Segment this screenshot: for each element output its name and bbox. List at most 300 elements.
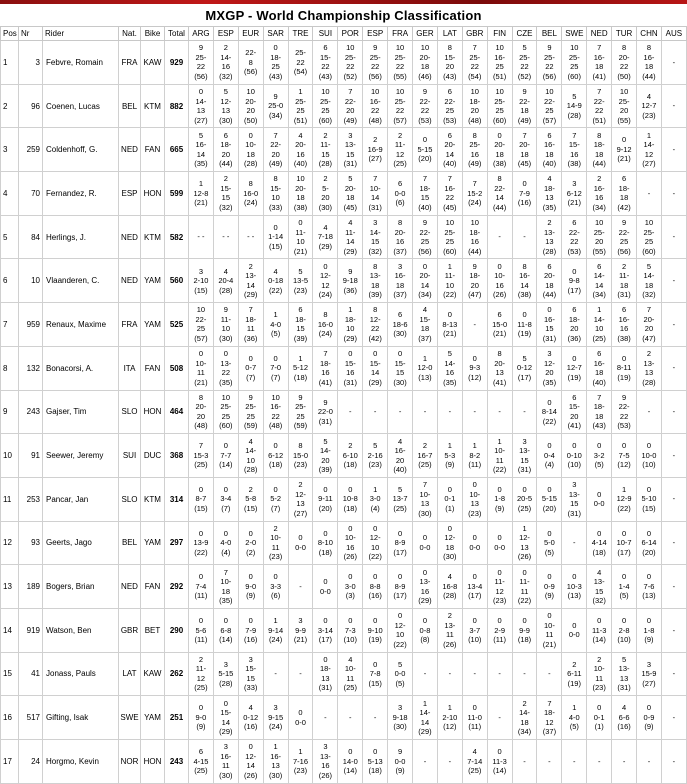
gp-result-text: 0 8-14 (22)	[541, 397, 557, 426]
gp-result-cell	[363, 215, 388, 259]
gp-result-cell	[537, 172, 562, 216]
gp-result-text: 6 16- 18 (40)	[542, 130, 557, 169]
gp-result-cell	[537, 608, 562, 652]
gp-result-text: 10 25- 20 (55)	[592, 218, 606, 256]
gp-result-text: -	[473, 669, 476, 679]
table-row	[1, 172, 687, 216]
gp-result-text: -	[349, 407, 352, 417]
gp-result-cell	[338, 84, 363, 128]
gp-result-text: 3 14- 15 (32)	[368, 218, 382, 256]
gp-result-cell	[512, 215, 537, 259]
bike-cell: YAM	[141, 521, 165, 565]
gp-result-cell	[537, 477, 562, 521]
gp-result-cell	[189, 215, 214, 259]
gp-result-cell	[537, 346, 562, 390]
rider-name: Febvre, Romain	[43, 41, 119, 85]
gp-result-text: 7 16- 18 (41)	[592, 43, 606, 81]
col-gp: NED	[587, 27, 612, 41]
gp-result-text: 22- 8 (56)	[244, 48, 258, 77]
nation-cell: BEL	[119, 84, 141, 128]
gp-result-text: 1 5-3 (9)	[444, 441, 456, 470]
gp-result-text: 4 7-18 (29)	[317, 222, 333, 251]
pos-cell: 2	[1, 84, 19, 128]
gp-result-text: 0 8-9 (17)	[393, 572, 407, 601]
gp-result-cell	[288, 477, 313, 521]
gp-result-cell	[388, 608, 413, 652]
number-cell: 189	[19, 565, 43, 609]
gp-result-cell	[512, 41, 537, 85]
gp-result-cell	[363, 41, 388, 85]
gp-result-cell	[612, 565, 637, 609]
gp-result-text: 6 22- 25 (53)	[443, 87, 457, 125]
gp-result-text: 8 20- 13 (41)	[492, 349, 507, 387]
gp-result-text: 7 22- 22 (51)	[592, 87, 606, 125]
nation-cell: FRA	[119, 303, 141, 347]
gp-result-cell	[562, 565, 587, 609]
gp-result-cell	[338, 346, 363, 390]
gp-result-text: 1 8-2 (11)	[468, 441, 482, 470]
gp-result-text: 0 11- 10 (21)	[293, 218, 308, 256]
gp-result-text: 0 18- 13 (31)	[318, 654, 333, 693]
gp-result-text: 0 9-10 (19)	[367, 616, 383, 645]
gp-result-cell	[213, 128, 238, 172]
gp-result-cell	[612, 521, 637, 565]
gp-result-cell	[661, 215, 686, 259]
gp-result-cell	[313, 477, 338, 521]
gp-result-cell	[487, 521, 512, 565]
number-cell: 259	[19, 128, 43, 172]
gp-result-cell	[537, 303, 562, 347]
gp-result-cell	[238, 41, 263, 85]
gp-result-text: 0 5-13 (18)	[367, 747, 383, 776]
gp-result-text: 5 13- 13 (31)	[617, 654, 631, 693]
gp-result-text: 7 10- 14 (31)	[368, 174, 382, 212]
gp-result-cell	[313, 128, 338, 172]
bike-cell: KTM	[141, 215, 165, 259]
gp-result-cell	[263, 346, 288, 390]
pos-cell: 4	[1, 172, 19, 216]
nation-cell: NOR	[119, 740, 141, 784]
gp-result-cell	[388, 84, 413, 128]
gp-result-cell	[587, 434, 612, 478]
gp-result-cell	[537, 565, 562, 609]
gp-result-cell	[612, 259, 637, 303]
table-row	[1, 652, 687, 696]
gp-result-cell	[487, 477, 512, 521]
gp-result-text: 6 16- 16 (38)	[617, 305, 631, 343]
number-cell: 517	[19, 696, 43, 740]
gp-result-cell	[462, 215, 487, 259]
gp-result-cell	[288, 41, 313, 85]
gp-result-cell	[462, 608, 487, 652]
gp-result-cell	[363, 521, 388, 565]
number-cell: 919	[19, 608, 43, 652]
gp-result-cell	[388, 172, 413, 216]
gp-result-text: 0 5-10 (15)	[641, 484, 657, 513]
gp-result-text: 7 18- 12 (37)	[542, 698, 557, 737]
gp-result-text: 0 0-0	[419, 533, 431, 552]
total-points: 243	[165, 740, 189, 784]
gp-result-cell	[612, 652, 637, 696]
gp-result-cell	[512, 259, 537, 303]
gp-result-cell	[238, 390, 263, 434]
gp-result-text: 10 25- 25 (60)	[492, 87, 507, 125]
gp-result-text: 0 6-12 (18)	[268, 441, 284, 470]
gp-result-cell	[661, 740, 686, 784]
rider-name: Gajser, Tim	[43, 390, 119, 434]
gp-result-text: 7 20- 18 (45)	[517, 130, 532, 169]
gp-result-cell	[637, 390, 662, 434]
gp-result-cell	[462, 521, 487, 565]
gp-result-text: 2 10- 11 (23)	[592, 654, 606, 693]
gp-result-text: 2 16-9 (27)	[367, 135, 383, 164]
gp-result-cell	[437, 521, 462, 565]
gp-result-text: 9 25- 22 (56)	[194, 43, 208, 81]
gp-result-text: 1 18- 10 (29)	[343, 305, 357, 343]
gp-result-cell	[612, 346, 637, 390]
gp-result-text: -	[498, 712, 501, 722]
gp-result-text: -	[647, 188, 651, 198]
gp-result-cell	[661, 477, 686, 521]
gp-result-text: 7 10- 13 (30)	[418, 480, 432, 518]
gp-result-cell	[363, 434, 388, 478]
gp-result-text: 8 16-0 (24)	[243, 179, 259, 208]
gp-result-text: 0 3-2 (5)	[593, 441, 605, 470]
gp-result-text: 0 2-9 (11)	[493, 616, 507, 645]
col-gp: TUR	[612, 27, 637, 41]
pos-cell: 6	[1, 259, 19, 303]
gp-result-text: 1 12-0 (13)	[417, 353, 433, 382]
gp-result-cell	[413, 565, 438, 609]
nation-cell: GBR	[119, 608, 141, 652]
gp-result-text: 1 7-16 (23)	[293, 747, 309, 776]
gp-result-text: 1 4-0 (5)	[270, 310, 282, 339]
gp-result-cell	[487, 215, 512, 259]
gp-result-text: 1 10- 11 (22)	[492, 436, 507, 475]
total-points: 290	[165, 608, 189, 652]
table-row	[1, 521, 687, 565]
gp-result-cell	[338, 215, 363, 259]
gp-result-cell	[263, 84, 288, 128]
col-gp: ESP	[213, 27, 238, 41]
bike-cell: KTM	[141, 477, 165, 521]
gp-result-cell	[189, 608, 214, 652]
gp-result-text: 0 3-0 (3)	[344, 572, 356, 601]
gp-result-text: 7 18- 15 (40)	[418, 174, 432, 212]
gp-result-cell	[413, 434, 438, 478]
gp-result-text: -	[398, 407, 402, 417]
gp-result-cell	[537, 434, 562, 478]
gp-result-text: 0 1-8 (9)	[494, 484, 506, 513]
col-nr: Nr	[19, 27, 43, 41]
gp-result-cell	[661, 608, 686, 652]
gp-result-cell	[512, 434, 537, 478]
gp-result-text: 0 0-9 (9)	[643, 703, 655, 732]
gp-result-text: 8 15- 20 (43)	[443, 43, 457, 81]
gp-result-text: 6 18- 18 (42)	[617, 174, 631, 212]
gp-result-text: 2 6-10 (18)	[342, 441, 358, 470]
gp-result-text: 5 0-0 (5)	[394, 659, 406, 688]
gp-result-cell	[462, 652, 487, 696]
table-row	[1, 696, 687, 740]
gp-result-text: 0 6-14 (20)	[641, 528, 657, 557]
rider-name: Renaux, Maxime	[43, 303, 119, 347]
col-gp: SAR	[263, 27, 288, 41]
page-title: MXGP - World Championship Classification	[205, 8, 482, 23]
gp-result-cell	[313, 608, 338, 652]
gp-result-text: -	[523, 407, 526, 417]
gp-result-text: 4 18- 13 (35)	[542, 174, 557, 212]
gp-result-text: -	[299, 581, 302, 591]
gp-result-cell	[238, 565, 263, 609]
gp-result-cell	[413, 215, 438, 259]
gp-result-cell	[263, 740, 288, 784]
gp-result-cell	[338, 521, 363, 565]
gp-result-cell	[462, 346, 487, 390]
gp-result-cell	[462, 41, 487, 85]
gp-result-text: -	[498, 232, 501, 242]
gp-result-text: 0 0-0	[469, 533, 481, 552]
gp-result-cell	[537, 652, 562, 696]
gp-result-cell	[189, 477, 214, 521]
nation-cell: NED	[119, 215, 141, 259]
gp-result-cell	[213, 565, 238, 609]
gp-result-cell	[612, 84, 637, 128]
gp-result-cell	[562, 608, 587, 652]
gp-result-cell	[189, 521, 214, 565]
gp-result-cell	[288, 259, 313, 303]
bike-cell: DUC	[141, 434, 165, 478]
gp-result-text: 0 9-12 (21)	[616, 135, 632, 164]
gp-result-text: 2 14- 18 (34)	[517, 698, 532, 737]
gp-result-text: 9 22-0 (31)	[317, 397, 333, 426]
gp-result-text: 0 8-9 (17)	[393, 528, 407, 557]
gp-result-text: 3 16- 11 (30)	[219, 742, 233, 780]
gp-result-text: -	[448, 669, 452, 679]
rider-name: Pancar, Jan	[43, 477, 119, 521]
bike-cell: FAN	[141, 346, 165, 390]
gp-result-cell	[587, 608, 612, 652]
pos-cell: 9	[1, 390, 19, 434]
gp-result-cell	[413, 477, 438, 521]
gp-result-text: 0 12- 14 (26)	[244, 742, 258, 780]
gp-result-text: 0 9-0 (9)	[195, 703, 207, 732]
gp-result-cell	[313, 41, 338, 85]
gp-result-cell	[661, 696, 686, 740]
gp-result-text: 0 15- 16 (31)	[343, 349, 357, 387]
pos-cell: 11	[1, 477, 19, 521]
gp-result-text: 0 7-9 (16)	[517, 179, 532, 208]
gp-result-text: 0 9-0 (9)	[245, 572, 257, 601]
gp-result-cell	[189, 740, 214, 784]
gp-result-text: 2 11- 18 (31)	[617, 261, 631, 300]
gp-result-text: 8 25- 16 (49)	[468, 130, 482, 169]
gp-result-text: 0 11- 12 (23)	[492, 567, 507, 606]
gp-result-cell	[462, 172, 487, 216]
gp-result-cell	[562, 84, 587, 128]
gp-result-cell	[213, 303, 238, 347]
rider-name: Bogers, Brian	[43, 565, 119, 609]
gp-result-text: 0 9-3 (12)	[468, 353, 482, 382]
gp-result-cell	[263, 696, 288, 740]
gp-result-text: 8 15-0 (23)	[293, 441, 309, 470]
gp-result-text: 1 14- 12 (27)	[642, 130, 656, 169]
gp-result-cell	[487, 303, 512, 347]
gp-result-cell	[213, 215, 238, 259]
bike-cell: KTM	[141, 84, 165, 128]
gp-result-text: 0 13-4 (17)	[467, 572, 483, 601]
gp-result-cell	[537, 259, 562, 303]
gp-result-cell	[661, 346, 686, 390]
total-points: 665	[165, 128, 189, 172]
gp-result-text: 10 16- 22 (48)	[268, 392, 283, 431]
gp-result-cell	[263, 565, 288, 609]
gp-result-text: 2 13- 13 (28)	[642, 349, 656, 387]
gp-result-cell	[413, 346, 438, 390]
gp-result-text: 6 18- 20 (36)	[567, 305, 581, 343]
gp-result-cell	[363, 84, 388, 128]
bike-cell: YAM	[141, 259, 165, 303]
col-gp: ARG	[189, 27, 214, 41]
gp-result-text: 0 6-8 (14)	[219, 616, 233, 645]
gp-result-cell	[612, 390, 637, 434]
gp-result-text: 0 5-15 (20)	[541, 484, 557, 513]
gp-result-text: 0 5-15 (20)	[417, 135, 433, 164]
gp-result-cell	[512, 346, 537, 390]
gp-result-cell	[637, 346, 662, 390]
gp-result-text: 0 12- 18 (30)	[443, 523, 457, 562]
rider-name: Coenen, Lucas	[43, 84, 119, 128]
gp-result-cell	[338, 259, 363, 303]
pos-cell: 5	[1, 215, 19, 259]
gp-result-text: 2 13- 13 (28)	[542, 218, 557, 256]
gp-result-text: 10 25- 25 (60)	[318, 87, 333, 125]
gp-result-text: 3 5-15 (28)	[218, 659, 234, 688]
rider-name: Gifting, Isak	[43, 696, 119, 740]
gp-result-cell	[587, 477, 612, 521]
gp-result-text: 0 8-11 (19)	[616, 353, 632, 382]
gp-result-text: 5 14- 20 (39)	[318, 436, 333, 475]
gp-result-cell	[313, 390, 338, 434]
gp-result-cell	[537, 41, 562, 85]
rider-name: Bonacorsi, A.	[43, 346, 119, 390]
gp-result-text: 4 10- 11 (25)	[343, 654, 357, 693]
gp-result-text: 0 0-10 (10)	[566, 441, 582, 470]
gp-result-text: -	[498, 669, 501, 679]
gp-result-cell	[313, 84, 338, 128]
gp-result-text: 0 7-5 (12)	[617, 441, 631, 470]
gp-result-cell	[288, 128, 313, 172]
gp-result-text: -	[373, 407, 377, 417]
nation-cell: NED	[119, 128, 141, 172]
gp-result-cell	[637, 84, 662, 128]
gp-result-cell	[388, 41, 413, 85]
gp-result-cell	[363, 477, 388, 521]
gp-result-cell	[587, 696, 612, 740]
gp-result-text: 0 13- 22 (35)	[219, 349, 233, 387]
gp-result-text: 2 10- 11 (23)	[268, 523, 283, 562]
gp-result-text: -	[349, 712, 352, 722]
gp-result-cell	[437, 346, 462, 390]
gp-result-cell	[462, 303, 487, 347]
gp-result-cell	[413, 390, 438, 434]
gp-result-cell	[562, 172, 587, 216]
gp-result-text: 25- 22 (54)	[293, 48, 308, 77]
gp-result-text: 9 22- 25 (56)	[617, 218, 631, 256]
gp-result-cell	[338, 41, 363, 85]
gp-result-cell	[637, 696, 662, 740]
gp-result-text: 3 13- 15 (31)	[343, 130, 357, 169]
gp-result-cell	[462, 84, 487, 128]
gp-result-text: 0 8-7 (15)	[194, 484, 208, 513]
col-gp: LAT	[437, 27, 462, 41]
gp-result-text: 0 0-4 (4)	[543, 441, 555, 470]
gp-result-cell	[587, 41, 612, 85]
col-gp: POR	[338, 27, 363, 41]
gp-result-text: 0 0-1 (1)	[444, 484, 456, 513]
gp-result-text: 9 9-18 (36)	[342, 266, 358, 295]
gp-result-text: 4 13- 15 (32)	[592, 567, 606, 606]
col-gp: GBR	[462, 27, 487, 41]
bike-cell: HON	[141, 172, 165, 216]
gp-result-cell	[189, 259, 214, 303]
total-points: 929	[165, 41, 189, 85]
gp-result-text: 8 20- 16 (37)	[393, 218, 407, 256]
gp-result-cell	[562, 303, 587, 347]
gp-result-cell	[213, 434, 238, 478]
gp-result-cell	[512, 172, 537, 216]
nation-cell: FRA	[119, 41, 141, 85]
gp-result-cell	[637, 477, 662, 521]
gp-result-cell	[313, 696, 338, 740]
gp-result-cell	[487, 740, 512, 784]
gp-result-text: 0 13- 16 (29)	[418, 567, 432, 606]
gp-result-text: 2 5- 20 (30)	[318, 174, 333, 212]
gp-result-text: 0 12-7 (19)	[566, 353, 582, 382]
gp-result-cell	[437, 565, 462, 609]
number-cell: 243	[19, 390, 43, 434]
gp-result-cell	[437, 477, 462, 521]
gp-result-cell	[612, 740, 637, 784]
gp-result-cell	[413, 696, 438, 740]
gp-result-text: 0 7-9 (16)	[244, 616, 258, 645]
gp-result-text: 8 18- 18 (44)	[592, 130, 606, 169]
gp-result-text: -	[672, 712, 676, 722]
gp-result-text: 0 0-7 (7)	[245, 353, 257, 382]
gp-result-text: 2 14- 16 (32)	[219, 43, 233, 81]
gp-result-cell	[313, 303, 338, 347]
number-cell: 84	[19, 215, 43, 259]
gp-result-text: 1 4-0 (5)	[568, 703, 580, 732]
header-accent-line	[0, 0, 687, 4]
gp-result-cell	[512, 652, 537, 696]
gp-result-cell	[338, 477, 363, 521]
gp-result-cell	[263, 259, 288, 303]
gp-result-text: 0 8-13 (21)	[442, 310, 458, 339]
rider-name: Horgmo, Kevin	[43, 740, 119, 784]
col-bike: Bike	[141, 27, 165, 41]
gp-result-cell	[288, 696, 313, 740]
gp-result-text: 0 4-14 (18)	[591, 528, 607, 557]
gp-result-cell	[288, 84, 313, 128]
gp-result-text: 2 16-7 (25)	[417, 441, 433, 470]
gp-result-text: 10 25- 25 (60)	[567, 43, 581, 81]
gp-result-cell	[512, 565, 537, 609]
col-gp: SWE	[562, 27, 587, 41]
pos-cell: 7	[1, 303, 19, 347]
gp-result-text: 10 22- 25 (57)	[542, 87, 557, 125]
table-row	[1, 215, 687, 259]
